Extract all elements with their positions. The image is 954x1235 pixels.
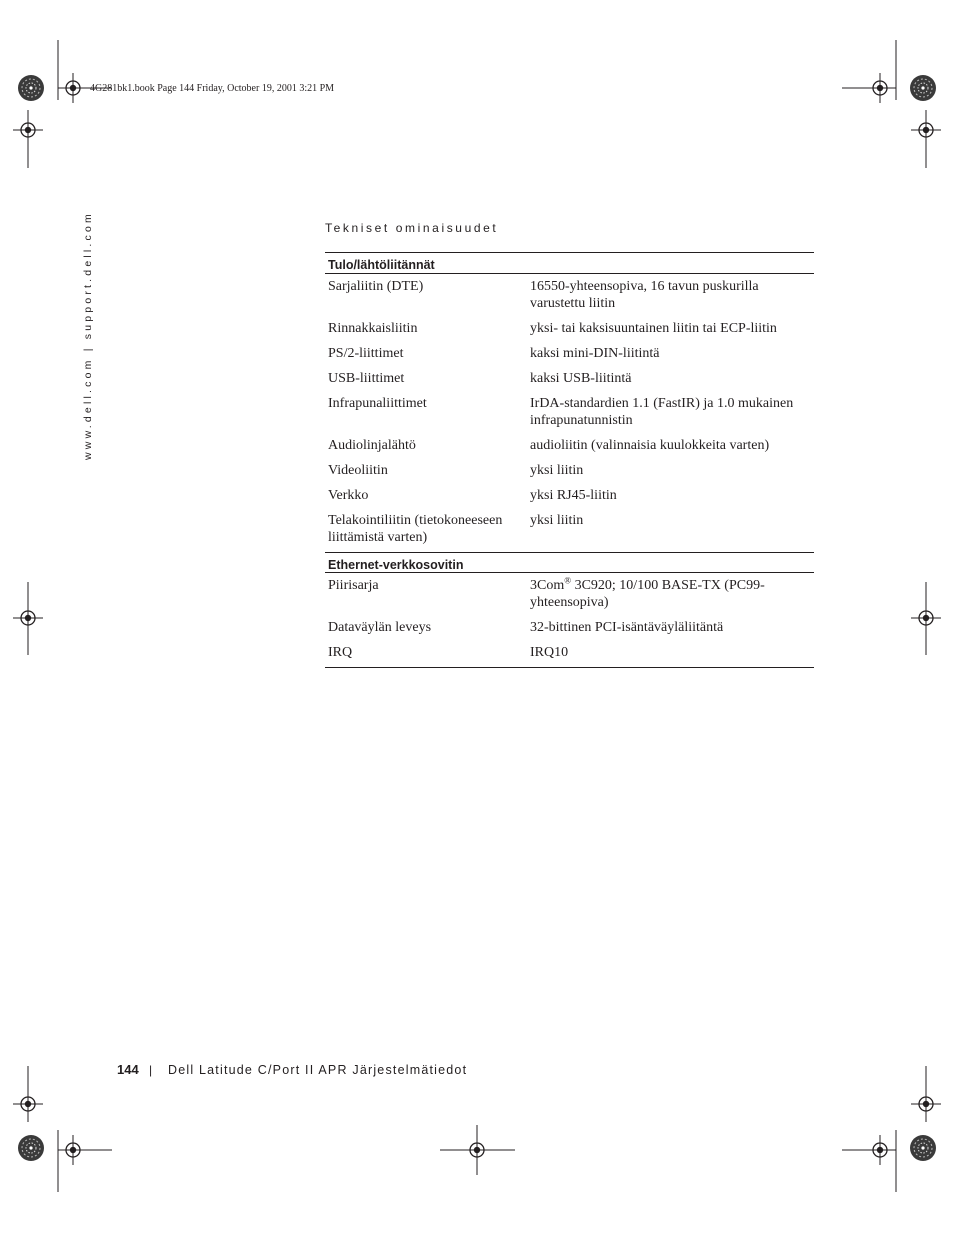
spec-label: USB-liittimet xyxy=(328,371,405,386)
table-row xyxy=(325,345,814,362)
spec-group-io xyxy=(325,253,814,552)
spec-label: Rinnakkaisliitin xyxy=(328,321,418,336)
table-row xyxy=(325,320,814,337)
table-row xyxy=(325,487,814,504)
table-row xyxy=(325,278,814,312)
spec-label: Infrapunaliittimet xyxy=(328,396,427,411)
spec-value: IRQ10 xyxy=(530,645,569,660)
table-row xyxy=(325,512,814,546)
spec-value: yksi- tai kaksisuuntainen liitin tai ECP-liitin xyxy=(530,321,777,336)
spec-label: IRQ xyxy=(328,645,353,660)
table-row xyxy=(325,462,814,479)
table-row xyxy=(325,619,814,636)
spec-value: yksi liitin xyxy=(530,463,584,478)
spec-value: 16550-yhteensopiva, 16 tavun puskurilla varustettu liitin xyxy=(530,279,759,311)
chipset-detail: 3C920; 10/100 BASE-TX (PC99-yhteensopiva) xyxy=(530,578,765,610)
spec-value: yksi liitin xyxy=(530,513,584,528)
spec-value: audioliitin (valinnaisia kuulokkeita varten) xyxy=(530,438,770,453)
print-slug: 4G281bk1.book Page 144 Friday, October 19, 2001 3:21 PM xyxy=(90,83,335,94)
table-row xyxy=(325,437,814,454)
spec-value: 32-bittinen PCI-isäntäväyläliitäntä xyxy=(530,620,724,635)
spec-label: PS/2-liittimet xyxy=(328,346,404,361)
spec-label: Telakointiliitin (tietokoneeseen liittämistä varten) xyxy=(328,513,503,545)
spec-value: kaksi USB-liitintä xyxy=(530,371,632,386)
spec-label: Audiolinjalähtö xyxy=(328,438,416,453)
spec-label: Videoliitin xyxy=(328,463,388,478)
registered-mark: ® xyxy=(564,575,572,586)
spec-label: Piirisarja xyxy=(328,578,379,593)
section-heading: Tekniset ominaisuudet xyxy=(325,221,499,235)
page-number: 144 xyxy=(117,1062,139,1077)
spec-group-ethernet xyxy=(325,552,814,667)
spec-label: Sarjaliitin (DTE) xyxy=(328,279,424,294)
table-row xyxy=(325,644,814,661)
spec-table xyxy=(325,252,814,668)
table-row xyxy=(325,370,814,387)
spec-value xyxy=(530,577,814,611)
brand-name: 3Com xyxy=(530,578,565,593)
group-title: Tulo/lähtöliitännät xyxy=(325,253,814,274)
table-row xyxy=(325,395,814,429)
spec-label: Dataväylän leveys xyxy=(328,620,432,635)
spec-value: IrDA-standardien 1.1 (FastIR) ja 1.0 mukainen infrapunatunnistin xyxy=(530,396,794,428)
group-title: Ethernet-verkkosovitin xyxy=(325,552,814,573)
spec-value: kaksi mini-DIN-liitintä xyxy=(530,346,660,361)
footer-title: Dell Latitude C/Port II APR Järjestelmätiedot xyxy=(168,1063,468,1077)
sidebar-url: www.dell.com | support.dell.com xyxy=(82,211,94,460)
spec-value: yksi RJ45-liitin xyxy=(530,488,617,503)
table-row xyxy=(325,577,814,611)
footer-separator: | xyxy=(149,1063,153,1077)
spec-label: Verkko xyxy=(328,488,369,503)
